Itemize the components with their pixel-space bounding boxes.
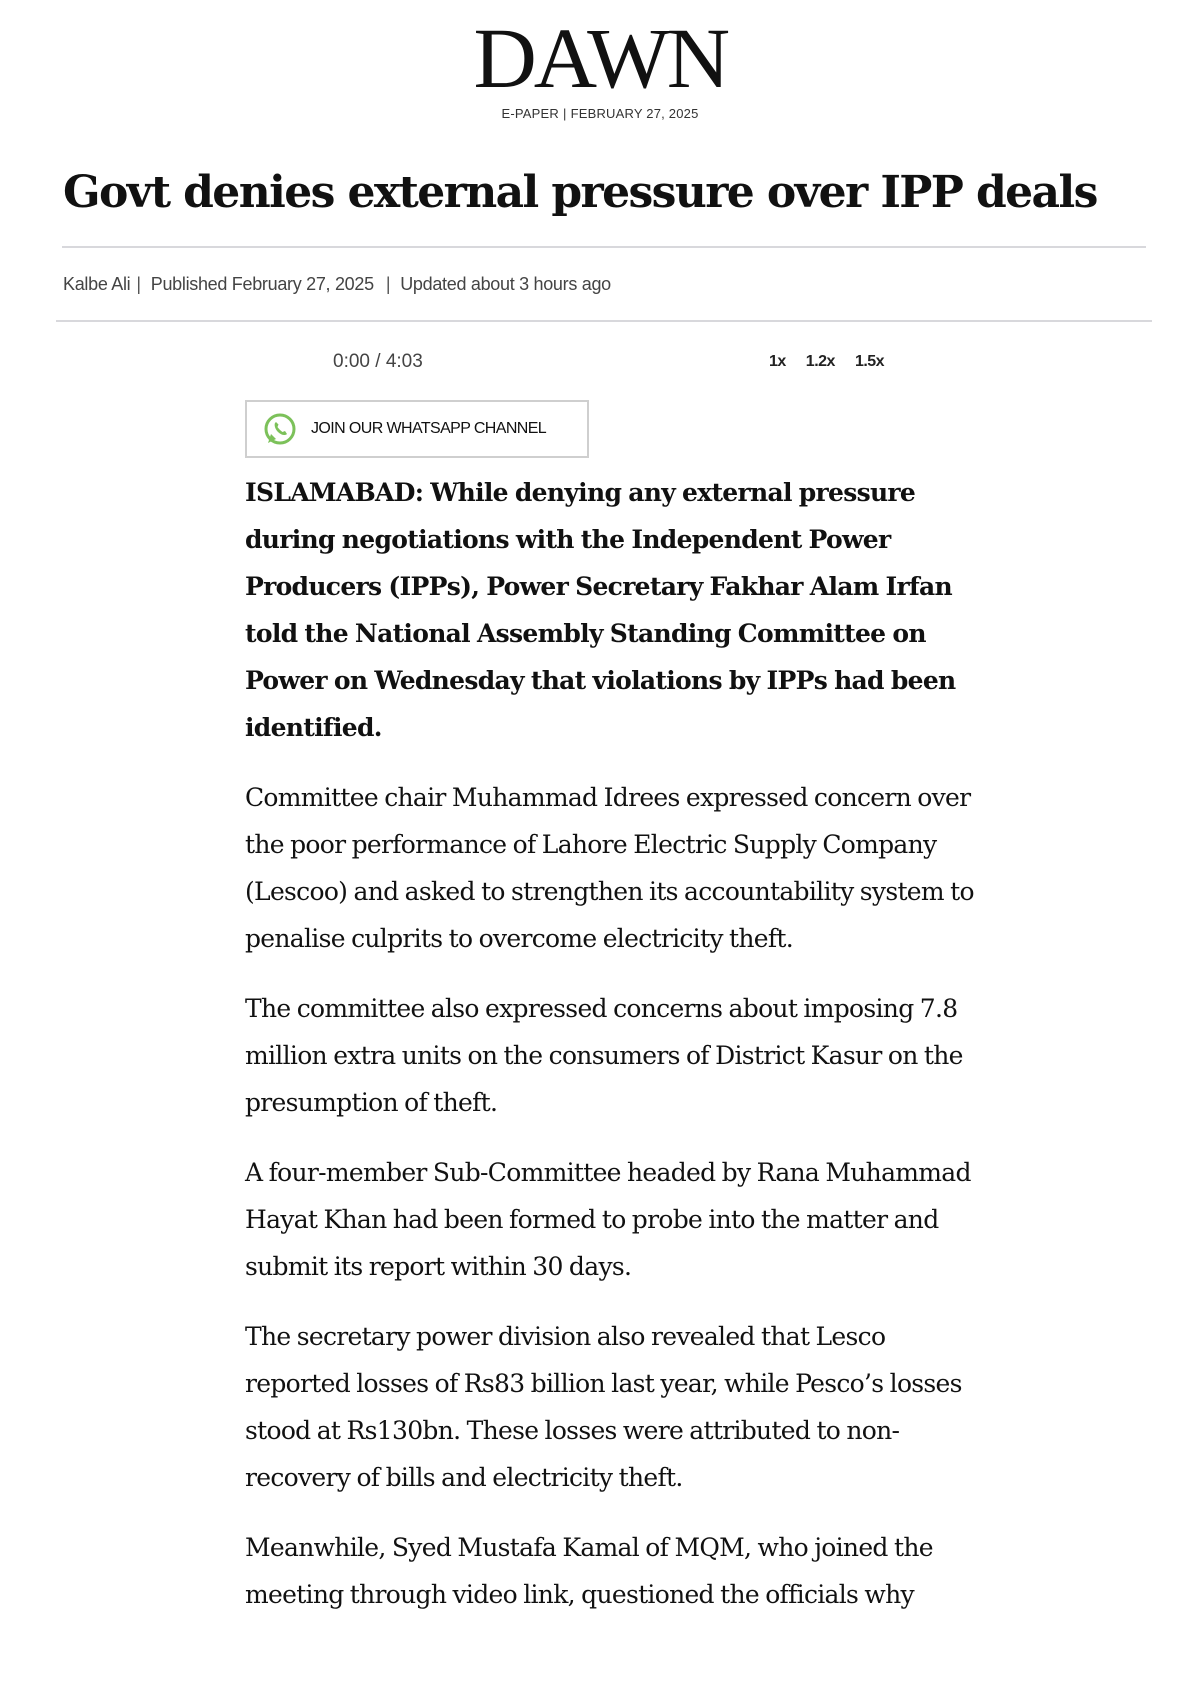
play-icon[interactable] bbox=[295, 352, 311, 370]
published-date: Published February 27, 2025 bbox=[150, 274, 374, 294]
byline-divider bbox=[56, 320, 1152, 322]
article-paragraph: Committee chair Muhammad Idrees expressed concern over the poor performance of Lahore Electric Supply Company (Lescoo) and asked to strengthen its accountability system to penalise culprits to overcome electricity theft. bbox=[245, 783, 974, 953]
speed-1-2x-button[interactable]: 1.2x bbox=[805, 353, 835, 370]
speed-1-5x-button[interactable]: 1.5x bbox=[854, 353, 885, 370]
byline-separator: | bbox=[385, 274, 391, 294]
join-whatsapp-channel-button[interactable] bbox=[245, 400, 589, 458]
headline-divider bbox=[62, 246, 1146, 248]
article-paragraph: The committee also expressed concerns about imposing 7.8 million extra units on the consumers of District Kasur on the presumption of theft. bbox=[245, 994, 963, 1117]
dawn-logo[interactable]: DAWN bbox=[473, 10, 727, 106]
article-paragraph: Meanwhile, Syed Mustafa Kamal of MQM, who joined the meeting through video link, questioned the officials why bbox=[245, 1533, 933, 1609]
edition-date: FEBRUARY 27, 2025 bbox=[570, 106, 699, 121]
edition-label: E-PAPER bbox=[501, 106, 559, 121]
audio-player bbox=[245, 347, 895, 377]
article-body bbox=[245, 469, 975, 1641]
edition-line bbox=[0, 106, 1200, 121]
article-paragraph: ISLAMABAD: While denying any external pressure during negotiations with the Independent Power Producers (IPPs), Power Secretary Fakhar Alam Irfan told the National Assembly Standing Committee on Power on Wednesday that violations by IPPs had been identified. bbox=[245, 478, 956, 742]
article-headline: Govt denies external pressure over IPP deals bbox=[63, 167, 1097, 218]
masthead bbox=[0, 10, 1200, 121]
article-paragraph: A four-member Sub-Committee headed by Rana Muhammad Hayat Khan had been formed to probe into the matter and submit its report within 30 days. bbox=[245, 1158, 971, 1281]
article-paragraph: The secretary power division also revealed that Lesco reported losses of Rs83 billion last year, while Pesco’s losses stood at Rs130bn. These losses were attributed to non-recovery of bills and electricity theft. bbox=[245, 1322, 962, 1492]
whatsapp-icon bbox=[263, 412, 297, 446]
speed-1x-button[interactable]: 1x bbox=[769, 353, 786, 370]
audio-time: 0:00 / 4:03 bbox=[333, 351, 423, 372]
updated-time: Updated about 3 hours ago bbox=[400, 274, 611, 294]
playback-speeds bbox=[769, 353, 884, 371]
byline-separator: | bbox=[136, 274, 141, 294]
author-link[interactable]: Kalbe Ali bbox=[63, 274, 131, 294]
byline bbox=[63, 274, 611, 295]
edition-separator: | bbox=[563, 106, 567, 121]
whatsapp-button-label: JOIN OUR WHATSAPP CHANNEL bbox=[311, 420, 547, 437]
